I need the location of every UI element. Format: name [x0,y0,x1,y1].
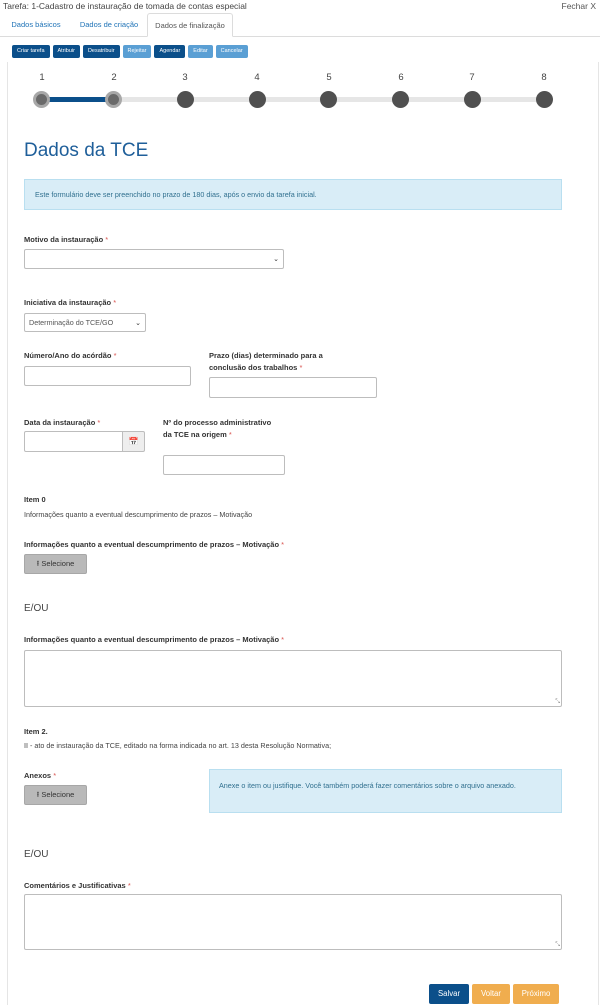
anexos-select-button[interactable]: ⭱ Selecione [24,785,87,805]
reject-button[interactable]: Rejeitar [123,45,152,58]
data-instauracao-label: Data da instauração * [24,418,101,427]
item0-upload-label: Informações quanto a eventual descumprimento de prazos – Motivação * [24,540,285,549]
unassign-button[interactable]: Desatribuir [83,45,120,58]
iniciativa-label: Iniciativa da instauração * [24,298,117,307]
step-label-5: 5 [326,72,332,83]
iniciativa-select-value: Determinação do TCE/GO [29,318,114,327]
action-toolbar [12,45,248,58]
tab-dados-basicos[interactable]: Dados básicos [11,20,61,29]
item0-description: Informações quanto a eventual descumprimento de prazos – Motivação [24,510,253,519]
step-label-8: 8 [541,72,547,83]
item0-select-button[interactable]: ⭱ Selecione [24,554,87,574]
anexos-label: Anexos * [24,771,57,780]
processo-input[interactable] [163,455,285,475]
motivacao-textarea[interactable] [24,650,562,707]
data-instauracao-input[interactable] [24,431,123,452]
tab-dados-criacao[interactable]: Dados de criação [79,20,139,29]
create-task-button[interactable]: Criar tarefa [12,45,50,58]
tab-dados-finalizacao[interactable]: Dados de finalização [147,13,233,37]
back-button[interactable]: Voltar [472,984,510,1004]
motivo-label: Motivo da instauração * [24,235,109,244]
close-button[interactable]: Fechar X [561,1,596,11]
page-title: Dados da TCE [24,140,149,161]
iniciativa-select[interactable] [24,313,146,332]
prazo-input[interactable] [209,377,377,398]
stepper-progress [41,97,115,102]
upload-icon: ⭱ [36,790,40,799]
step-dot-5[interactable] [320,91,337,108]
eou-separator-2: E/OU [24,849,49,860]
step-dot-3[interactable] [177,91,194,108]
step-label-3: 3 [182,72,188,83]
comentarios-textarea[interactable] [24,894,562,950]
save-button[interactable]: Salvar [429,984,469,1004]
motivacao-label: Informações quanto a eventual descumprimento de prazos – Motivação * [24,635,285,644]
step-label-1: 1 [39,72,45,83]
step-dot-1[interactable] [33,91,50,108]
schedule-button[interactable]: Agendar [154,45,185,58]
step-label-2: 2 [111,72,117,83]
numero-ano-input[interactable] [24,366,191,386]
upload-icon: ⭱ [36,559,40,568]
chevron-down-icon: ⌄ [135,319,141,327]
step-dot-7[interactable] [464,91,481,108]
info-banner: Este formulário deve ser preenchido no prazo de 180 dias, após o envio da tarefa inicial. [24,179,562,210]
next-button[interactable]: Próximo [513,984,559,1004]
item2-description: II - ato de instauração da TCE, editado na forma indicada no art. 13 desta Resolução Normativa; [24,741,332,750]
numero-ano-label: Número/Ano do acórdão * [24,351,117,360]
calendar-icon[interactable]: 📅 [122,431,145,452]
item2-heading: Item 2. [24,727,48,736]
edit-button[interactable]: Editar [188,45,212,58]
step-label-7: 7 [469,72,475,83]
eou-separator-1: E/OU [24,603,49,614]
window-header [0,0,600,13]
anexos-info: Anexe o item ou justifique. Você também poderá fazer comentários sobre o arquivo anexado. [209,769,562,813]
step-dot-8[interactable] [536,91,553,108]
chevron-down-icon: ⌄ [273,256,279,263]
step-dot-6[interactable] [392,91,409,108]
resize-handle-icon[interactable]: ⤡ [555,942,560,948]
item0-heading: Item 0 [24,495,46,504]
step-label-6: 6 [398,72,404,83]
resize-handle-icon[interactable]: ⤡ [555,699,560,705]
step-dot-2[interactable] [105,91,122,108]
processo-label: Nº do processo administrativo da TCE na origem * [163,418,272,439]
cancel-button[interactable]: Cancelar [216,45,248,58]
prazo-label: Prazo (dias) determinado para a conclusão dos trabalhos * [209,351,323,372]
assign-button[interactable]: Atribuir [53,45,80,58]
window-title: Tarefa: 1-Cadastro de instauração de tomada de contas especial [3,1,247,11]
comentarios-label: Comentários e Justificativas * [24,881,131,890]
motivo-select[interactable] [24,249,284,269]
tab-bar [0,13,600,37]
step-label-4: 4 [254,72,260,83]
step-dot-4[interactable] [249,91,266,108]
